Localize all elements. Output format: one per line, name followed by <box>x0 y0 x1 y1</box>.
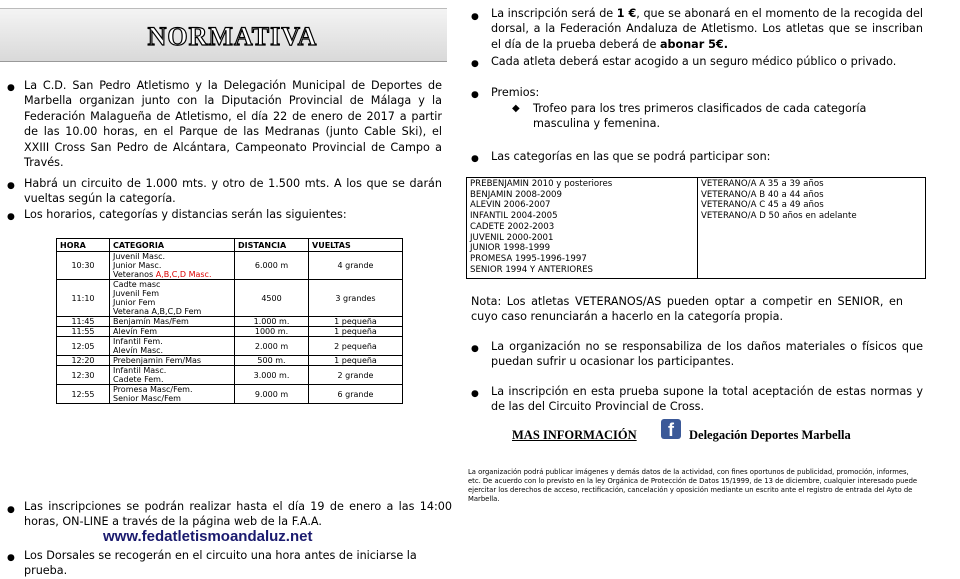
categoria-line <box>113 346 231 355</box>
categoria-text: Prebenjamin Fem/Mas <box>113 356 202 365</box>
cell-hora: 12:20 <box>57 356 110 366</box>
category-item: SENIOR 1994 Y ANTERIORES <box>470 264 594 275</box>
cell-vueltas: 1 pequeña <box>309 317 403 327</box>
cell-categoria <box>110 317 235 327</box>
categoria-text: Alevín Masc. <box>113 346 164 355</box>
header-categoria: CATEGORIA <box>110 239 235 252</box>
table-row <box>57 327 403 337</box>
inscr-text-1: La inscripción será de <box>491 7 617 20</box>
cell-hora: 12:30 <box>57 366 110 385</box>
inscr-price: 1 € <box>616 7 637 20</box>
categoria-text: Veterana A,B,C,D Fem <box>113 307 202 316</box>
categoria-line <box>113 337 231 346</box>
cell-distancia: 9.000 m <box>235 385 309 404</box>
cell-distancia: 1000 m. <box>235 327 309 337</box>
categoria-line <box>113 270 231 279</box>
categoria-text: Senior Masc/Fem <box>113 394 181 403</box>
bullet-icon: ● <box>471 154 479 164</box>
table-row <box>57 252 403 280</box>
categoria-highlight: A,B,C,D Masc. <box>155 270 212 279</box>
cell-distancia: 2.000 m <box>235 337 309 356</box>
cell-distancia: 3.000 m. <box>235 366 309 385</box>
bullet-icon: ● <box>471 12 479 22</box>
categoria-text: Veteranos <box>113 270 156 279</box>
bullet-icon: ● <box>7 505 15 515</box>
cell-vueltas: 2 pequeña <box>309 337 403 356</box>
cell-categoria <box>110 356 235 366</box>
cell-vueltas: 6 grande <box>309 385 403 404</box>
header-hora: HORA <box>57 239 110 252</box>
category-item: JUVENIL 2000-2001 <box>470 232 554 243</box>
table-row <box>57 385 403 404</box>
category-item: BENJAMIN 2008-2009 <box>470 189 562 200</box>
premios-label: Premios: <box>491 86 540 99</box>
cell-categoria <box>110 280 235 317</box>
category-item: VETERANO/A B 40 a 44 años <box>701 189 824 200</box>
categoria-text: Cadete Fem. <box>113 375 164 384</box>
cell-hora: 11:10 <box>57 280 110 317</box>
cell-categoria <box>110 252 235 280</box>
category-item: PROMESA 1995-1996-1997 <box>470 253 587 264</box>
aceptacion-paragraph: La inscripción en esta prueba supone la total aceptación de estas normas y de las del Circuito Provincial de Cross. <box>491 385 923 414</box>
facebook-icon[interactable]: f <box>661 419 681 439</box>
categoria-text: Benjamín Mas/Fem <box>113 317 189 326</box>
category-item: VETERANO/A D 50 años en adelante <box>701 211 857 222</box>
cell-distancia: 6.000 m <box>235 252 309 280</box>
table-row <box>57 356 403 366</box>
inscripcion-precio-paragraph <box>491 6 923 52</box>
intro-paragraph: La C.D. San Pedro Atletismo y la Delegación Municipal de Deportes de Marbella organizan junto con la Diputación Provincial de Málaga y la Federación Malagueña de Atletismo, el día 22 de enero de 2017 a partir de las 10.00 horas, en el Parque de las Medranas (junto Cable Ski), el XXIII Cross San Pedro de Alcántara, Campeonato Provincial de Campo a Través. <box>24 79 442 170</box>
schedule-intro: Los horarios, categorías y distancias serán las siguientes: <box>24 208 347 221</box>
cell-categoria <box>110 385 235 404</box>
cell-vueltas: 3 grandes <box>309 280 403 317</box>
cell-hora: 11:45 <box>57 317 110 327</box>
categories-left-column <box>467 178 698 278</box>
organizacion-paragraph: La organización no se responsabiliza de los daños materiales o físicos que puedan sufrir u ocasionar los participantes. <box>491 340 923 369</box>
categoria-text: Infantil Masc. <box>113 366 167 375</box>
categoria-line <box>113 394 231 403</box>
categories-right-column <box>698 178 924 222</box>
table-row <box>57 366 403 385</box>
category-item: INFANTIL 2004-2005 <box>470 211 558 222</box>
categorias-intro: Las categorías en las que se podrá participar son: <box>491 150 771 163</box>
categoria-text: Alevín Fem <box>113 327 158 336</box>
page-title: NORMATIVA <box>147 22 318 51</box>
mas-informacion-label[interactable]: MAS INFORMACIÓN <box>512 428 637 442</box>
categoria-line <box>113 261 231 270</box>
categoria-text: Promesa Masc/Fem. <box>113 385 193 394</box>
inscripciones-paragraph: Las inscripciones se podrán realizar hasta el día 19 de enero a las 14:00 horas, ON-LINE a través de la página web de la F.A.A. <box>24 500 452 529</box>
category-item: PREBENJAMIN 2010 y posteriores <box>470 179 613 189</box>
bullet-icon: ● <box>471 90 479 100</box>
table-row <box>57 317 403 327</box>
delegacion-link[interactable]: Delegación Deportes Marbella <box>689 428 851 442</box>
cell-distancia: 4500 <box>235 280 309 317</box>
schedule-table-wrap <box>56 238 403 404</box>
bullet-icon: ● <box>471 59 479 69</box>
cell-distancia: 500 m. <box>235 356 309 366</box>
categoria-line <box>113 307 231 316</box>
cell-vueltas: 1 pequeña <box>309 356 403 366</box>
table-row <box>57 337 403 356</box>
cell-categoria <box>110 366 235 385</box>
cell-hora: 11:55 <box>57 327 110 337</box>
table-row <box>57 280 403 317</box>
categoria-text: Cadte masc <box>113 280 161 289</box>
categoria-text: Juvenil Fem <box>113 289 160 298</box>
cell-vueltas: 1 pequeña <box>309 327 403 337</box>
categoria-line <box>113 298 231 307</box>
categoria-line <box>113 252 231 261</box>
categoria-text: Junior Masc. <box>113 261 162 270</box>
cell-vueltas: 4 grande <box>309 252 403 280</box>
categories-box <box>466 177 926 279</box>
categoria-text: Infantil Fem. <box>113 337 163 346</box>
category-item: VETERANO/A A 35 a 39 años <box>701 179 824 189</box>
inscr-text-2: , que se abonará en el momento de la recogida del dorsal, a la Federación Andaluza de Atletismo. Los atletas que se inscriban el día de la prueba deberá de <box>491 7 923 51</box>
bullet-icon: ● <box>7 212 15 222</box>
bullet-icon: ● <box>471 344 479 354</box>
cell-categoria <box>110 337 235 356</box>
cell-hora: 10:30 <box>57 252 110 280</box>
dorsales-paragraph: Los Dorsales se recogerán en el circuito una hora antes de iniciarse la prueba. <box>24 549 417 578</box>
cell-categoria <box>110 327 235 337</box>
categoria-text: Juvenil Masc. <box>113 252 166 261</box>
legal-notice: La organización podrá publicar imágenes y demás datos de la actividad, con fines oportunos de publicidad, promoción, informes, etc. De acuerdo con lo previsto en la ley Orgánica de Protección de Datos 15/1999, de 13 de diciembre, cualquier interesado puede ejercitar los derechos de acceso, rectificación, cancelación y oposición mediante un escrito ante el registro de entrada del Ayto de Marbella. <box>468 468 918 503</box>
category-item: VETERANO/A C 45 a 49 años <box>701 200 824 211</box>
bullet-icon: ● <box>471 389 479 399</box>
category-item: CADETE 2002-2003 <box>470 221 555 232</box>
website-link[interactable]: www.fedatletismoandaluz.net <box>103 528 313 545</box>
categoria-line <box>113 385 231 394</box>
categoria-line <box>113 289 231 298</box>
cell-hora: 12:05 <box>57 337 110 356</box>
bullet-icon: ● <box>7 83 15 93</box>
nota-paragraph: Nota: Los atletas VETERANOS/AS pueden optar a competir en SENIOR, en cuyo caso renunciarán a hacerlo en la categoría propia. <box>471 295 903 324</box>
categoria-line <box>113 317 231 326</box>
header-vueltas: VUELTAS <box>309 239 403 252</box>
category-item: JUNIOR 1998-1999 <box>470 243 551 254</box>
categoria-line <box>113 375 231 384</box>
cell-vueltas: 2 grande <box>309 366 403 385</box>
categoria-line <box>113 280 231 289</box>
cell-distancia: 1.000 m. <box>235 317 309 327</box>
bullet-icon: ● <box>7 181 15 191</box>
inscr-late-price: abonar 5€. <box>659 37 728 51</box>
bullet-icon: ● <box>7 553 15 563</box>
schedule-table <box>56 238 403 404</box>
category-item: ALEVIN 2006-2007 <box>470 200 551 211</box>
trofeo-paragraph: Trofeo para los tres primeros clasificados de cada categoría masculina y femenina. <box>533 102 867 131</box>
categoria-line <box>113 327 231 336</box>
cell-hora: 12:55 <box>57 385 110 404</box>
diamond-bullet-icon: ◆ <box>512 103 520 114</box>
categoria-text: Junior Fem <box>113 298 156 307</box>
header-distancia: DISTANCIA <box>235 239 309 252</box>
circuit-paragraph: Habrá un circuito de 1.000 mts. y otro de 1.500 mts. A los que se darán vueltas según la categoría. <box>24 177 442 206</box>
categoria-line <box>113 356 231 365</box>
categoria-line <box>113 366 231 375</box>
seguro-paragraph: Cada atleta deberá estar acogido a un seguro médico público o privado. <box>491 55 897 68</box>
